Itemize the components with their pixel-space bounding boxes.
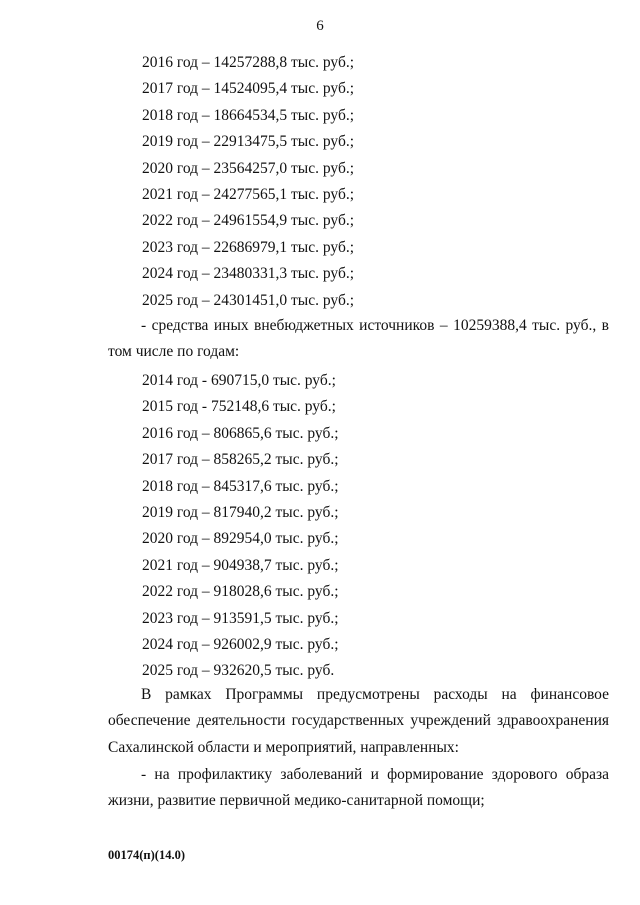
list-item: 2022 год – 918028,6 тыс. руб.; [142,583,339,601]
list-item: 2017 год – 14524095,4 тыс. руб.; [142,80,355,98]
prevention-paragraph: - на профилактику заболеваний и формирование здорового образа жизни, развитие первичной медико-санитарной помощи; [108,766,609,810]
list-item: 2025 год – 932620,5 тыс. руб. [142,662,335,680]
list-item: 2023 год – 22686979,1 тыс. руб.; [142,238,355,256]
list-item: 2022 год – 24961554,9 тыс. руб.; [142,212,355,230]
list-item: 2021 год – 904938,7 тыс. руб.; [142,556,339,574]
list-item: 2020 год – 892954,0 тыс. руб.; [142,530,339,548]
document-code: 00174(п)(14.0) [108,848,185,862]
list-item: 2016 год – 806865,6 тыс. руб.; [142,424,339,442]
funding-by-year-list [142,50,354,314]
list-item: 2024 год – 23480331,3 тыс. руб.; [142,265,355,283]
list-item: 2023 год – 913591,5 тыс. руб.; [142,609,339,627]
program-paragraph: В рамках Программы предусмотрены расходы на финансовое обеспечение деятельности государственных учреждений здравоохранения Сахалинской области и мероприятий, направленных: [108,686,609,756]
list-item: 2014 год - 690715,0 тыс. руб.; [142,372,336,389]
list-item: 2016 год – 14257288,8 тыс. руб.; [142,54,355,71]
list-item: 2025 год – 24301451,0 тыс. руб.; [142,291,355,309]
list-item: 2019 год – 22913475,5 тыс. руб.; [142,133,355,151]
list-item: 2018 год – 845317,6 тыс. руб.; [142,477,339,495]
page-number: 6 [316,18,324,34]
list-item: 2017 год – 858265,2 тыс. руб.; [142,451,339,469]
list-item: 2021 год – 24277565,1 тыс. руб.; [142,185,355,203]
list-item: 2020 год – 23564257,0 тыс. руб.; [142,159,355,177]
list-item: 2015 год - 752148,6 тыс. руб.; [142,398,336,416]
other-sources-paragraph: - средства иных внебюджетных источников – 10259388,4 тыс. руб., в том числе по годам: [108,317,609,361]
list-item: 2024 год – 926002,9 тыс. руб.; [142,635,339,653]
list-item: 2018 год – 18664534,5 тыс. руб.; [142,106,355,124]
other-sources-by-year-list [142,368,339,685]
list-item: 2019 год – 817940,2 тыс. руб.; [142,503,339,521]
